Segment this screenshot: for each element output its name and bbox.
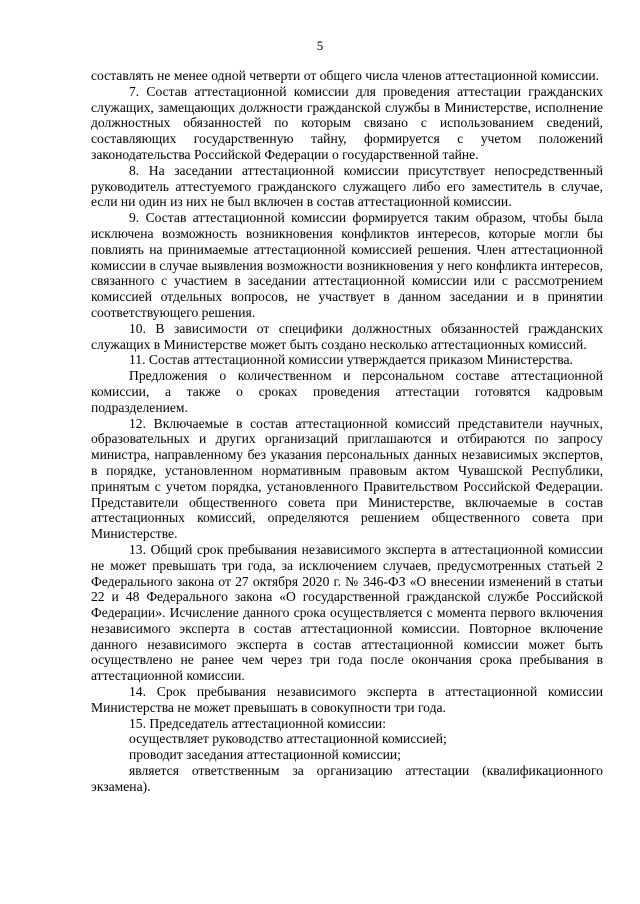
paragraph: Предложения о количественном и персональном составе аттестационной комиссии, а также о сроках проведения аттестации готовятся кадровым подразделением. <box>91 368 603 415</box>
paragraph: 8. На заседании аттестационной комиссии присутствует непосредственный руководитель аттестуемого гражданского служащего либо его заместитель в случае, если ни один из них не был включен в состав аттестационной комиссии. <box>91 162 603 210</box>
paragraph: 11. Состав аттестационной комиссии утверждается приказом Министерства. <box>129 352 573 368</box>
paragraph: осуществляет руководство аттестационной комиссией; <box>129 731 447 747</box>
paragraph: 14. Срок пребывания независимого эксперта в аттестационной комиссии Министерства не может превышать в совокупности три года. <box>91 684 603 715</box>
document-body <box>91 68 603 795</box>
paragraph: 15. Председатель аттестационной комиссии: <box>129 715 386 731</box>
paragraph: 13. Общий срок пребывания независимого эксперта в аттестационной комиссии не может превышать три года, за исключением случаев, предусмотренных статьей 2 Федерального закона от 27 октября 2020 г. № 346-ФЗ «О внесении изменений в статьи 22 и 48 Федерального закона «О государственной гражданской службе Российской Федерации». Исчисление данного срока осуществляется с момента первого включения независимого эксперта в состав аттестационной комиссии. Повторное включение данного независимого эксперта в состав аттестационной комиссии может быть осуществлено не ранее чем через три года после окончания срока пребывания в аттестационной комиссии. <box>91 541 603 684</box>
paragraph: 9. Состав аттестационной комиссии формируется таким образом, чтобы была исключена возможность возникновения конфликтов интересов, которые могли бы повлиять на принимаемые аттестационной комиссией решения. Член аттестационной комиссии в случае выявления возможности возникновения у него конфликта интересов, связанного с участием в заседании аттестационной комиссии или с рассмотрением комиссией отдельных вопросов, не участвует в данном заседании и в принятии соответствующего решения. <box>91 210 603 320</box>
paragraph: проводит заседания аттестационной комиссии; <box>129 747 401 763</box>
paragraph: 12. Включаемые в состав аттестационной комиссий представители научных, образовательных и других организаций приглашаются и отбираются по запросу министра, направленному без указания персональных данных независимых экспертов, в порядке, установленном нормативным правовым актом Чувашской Республики, принятым с учетом порядка, установленного Правительством Российской Федерации. Представители общественного совета при Министерстве, включаемые в состав аттестационных комиссий, определяются решением общественного совета при Министерстве. <box>91 415 603 542</box>
paragraph: является ответственным за организацию аттестации (квалификационного экзамена). <box>91 763 603 794</box>
paragraph: составлять не менее одной четверти от общего числа членов аттестационной комиссии. <box>91 68 600 83</box>
paragraph: 7. Состав аттестационной комиссии для проведения аттестации гражданских служащих, замещающих должности гражданской службы в Министерстве, исполнение должностных обязанностей по которым связано с использованием сведений, составляющих государственную тайну, формируется с учетом положений законодательства Российской Федерации о государственной тайне. <box>91 83 603 162</box>
paragraph: 10. В зависимости от специфики должностных обязанностей гражданских служащих в Министерстве может быть создано несколько аттестационных комиссий. <box>91 320 603 352</box>
page-number: 5 <box>316 38 324 53</box>
